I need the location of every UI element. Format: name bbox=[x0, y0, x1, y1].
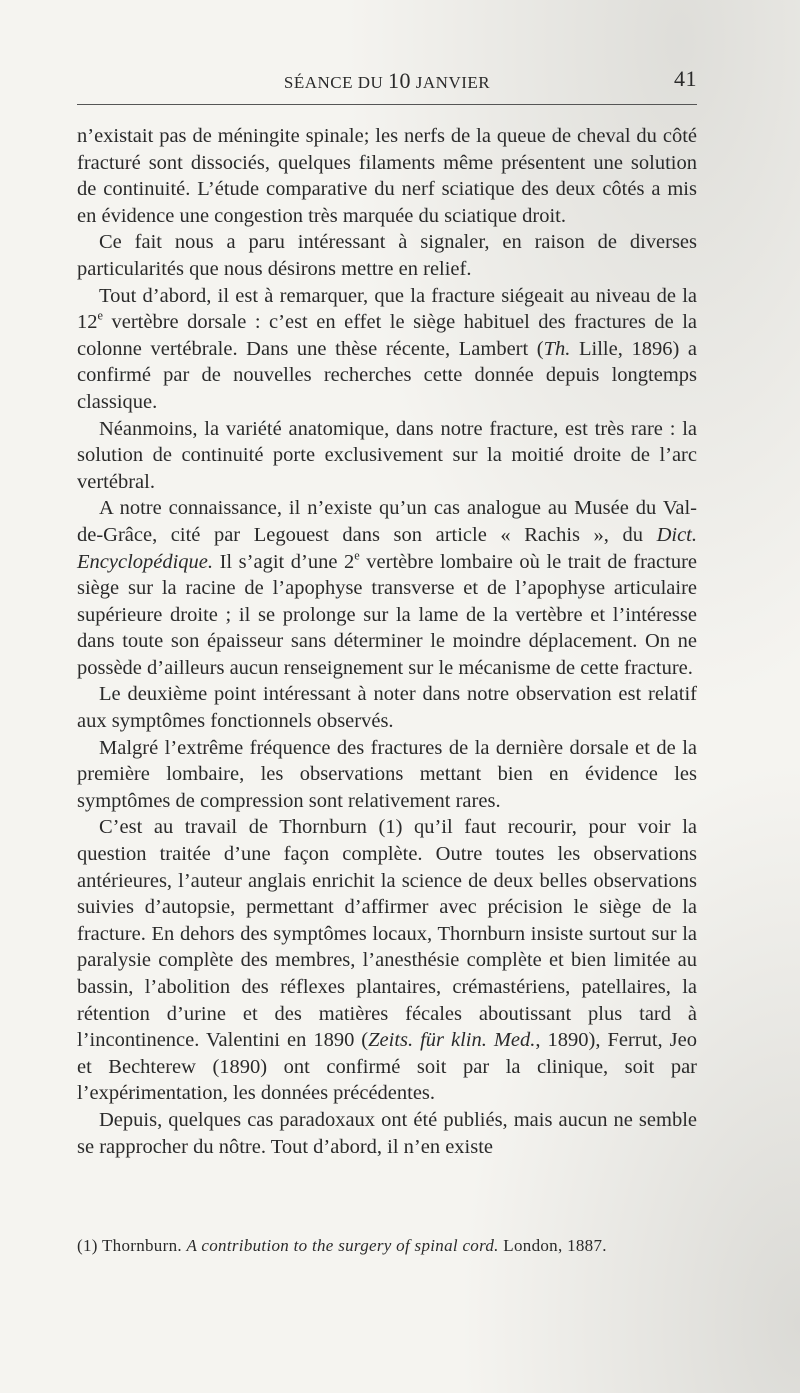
superscript: e bbox=[354, 547, 360, 562]
italic-text: Dict. Encyclopédique. bbox=[77, 523, 697, 573]
text-run: Le deuxième point intéressant à noter dans notre observation est relatif aux symptômes fonctionnels observés. bbox=[77, 683, 697, 733]
header-rule bbox=[77, 104, 697, 105]
italic-text: A contribution to the surgery of spinal cord. bbox=[186, 1236, 499, 1255]
running-head bbox=[77, 66, 697, 96]
text-run: (1) Thornburn. bbox=[77, 1236, 187, 1255]
text-run: vertèbre lombaire où le trait de fracture siège sur la racine de l’apophyse transverse et de l’apophyse articulaire supérieure droite ; il se prolonge sur la lame de la vertèbre et l’intéresse dans toute son épaisseur sans déterminer le moindre déplacement. On ne possède d’ailleurs aucun renseignement sur le mécanisme de cette fracture. bbox=[77, 550, 697, 679]
text-run: Il s’agit d’une 2 bbox=[213, 550, 355, 573]
paragraph bbox=[77, 229, 697, 282]
text-run: Tout d’abord, il est à remarquer, que la fracture siégeait au niveau de la 12 bbox=[77, 284, 697, 334]
text-run: Néanmoins, la variété anatomique, dans notre fracture, est très rare : la solution de continuité porte exclusivement sur la moitié droite de l’arc vertébral. bbox=[77, 417, 697, 493]
running-title-day: 10 bbox=[388, 68, 412, 93]
paragraph bbox=[77, 814, 697, 1107]
body-text bbox=[77, 123, 697, 1160]
page-number: 41 bbox=[674, 66, 697, 91]
italic-text: Th. bbox=[543, 337, 571, 360]
text-run: C’est au travail de Thornburn (1) qu’il faut recourir, pour voir la question traitée d’une façon complète. Outre toutes les observations antérieures, l’auteur anglais enrichit la science de deux belles observations suivies d’autopsie, permettant d’affirmer avec précision le siège de la fracture. En dehors des symptômes locaux, Thornburn insiste surtout sur la paralysie complète des membres, l’anesthésie complète et bien limitée au bassin, l’abolition des réflexes plantaires, crémastériens, patellaires, la rétention d’urine et des matières fécales aboutissant plus tard à l’incontinence. Valentini en 1890 ( bbox=[77, 816, 697, 1052]
paragraph bbox=[77, 681, 697, 734]
text-run: n’existait pas de méningite spinale; les nerfs de la queue de cheval du côté fracturé sont dissociés, quelques filaments même présentent une solution de continuité. L’étude comparative du nerf sciatique des deux côtés a mis en évidence une congestion très marquée du sciatique droit. bbox=[77, 125, 697, 227]
paragraph bbox=[77, 283, 697, 416]
text-run: Depuis, quelques cas paradoxaux ont été publiés, mais aucun ne semble se rapprocher du nôtre. Tout d’abord, il n’en existe bbox=[77, 1108, 697, 1158]
italic-text: Zeits. für klin. Med. bbox=[368, 1029, 536, 1052]
running-title-prefix: SÉANCE DU bbox=[283, 73, 389, 92]
text-run: Ce fait nous a paru intéressant à signaler, en raison de diverses particularités que nous désirons mettre en relief. bbox=[77, 231, 697, 280]
text-run: A notre connaissance, il n’existe qu’un cas analogue au Musée du Val-de-Grâce, cité par Legouest dans son article « Rachis », du bbox=[77, 497, 697, 546]
paragraph bbox=[77, 1107, 697, 1160]
text-run: Lille, 1896) a confirmé par de nouvelles recherches cette donnée depuis longtemps classique. bbox=[77, 337, 697, 413]
paragraph bbox=[77, 735, 697, 815]
paragraph bbox=[77, 123, 697, 229]
text-run: vertèbre dorsale : c’est en effet le siège habituel des fractures de la colonne vertébrale. Dans une thèse récente, Lambert ( bbox=[77, 311, 697, 360]
paragraph bbox=[77, 495, 697, 681]
footnote bbox=[77, 1235, 717, 1257]
paragraph bbox=[77, 416, 697, 496]
running-title bbox=[77, 68, 697, 94]
text-run: London, 1887. bbox=[498, 1236, 607, 1255]
text-run: Malgré l’extrême fréquence des fractures de la dernière dorsale et de la première lombaire, les observations mettant bien en évidence les symptômes de compression sont relativement rares. bbox=[77, 736, 697, 812]
text-run: , 1890), Ferrut, Jeo et Bechterew (1890) ont confirmé soit par la clinique, soit par l’expérimentation, les données précédentes. bbox=[77, 1029, 697, 1105]
superscript: e bbox=[97, 308, 103, 323]
running-title-month: JANVIER bbox=[411, 73, 491, 92]
